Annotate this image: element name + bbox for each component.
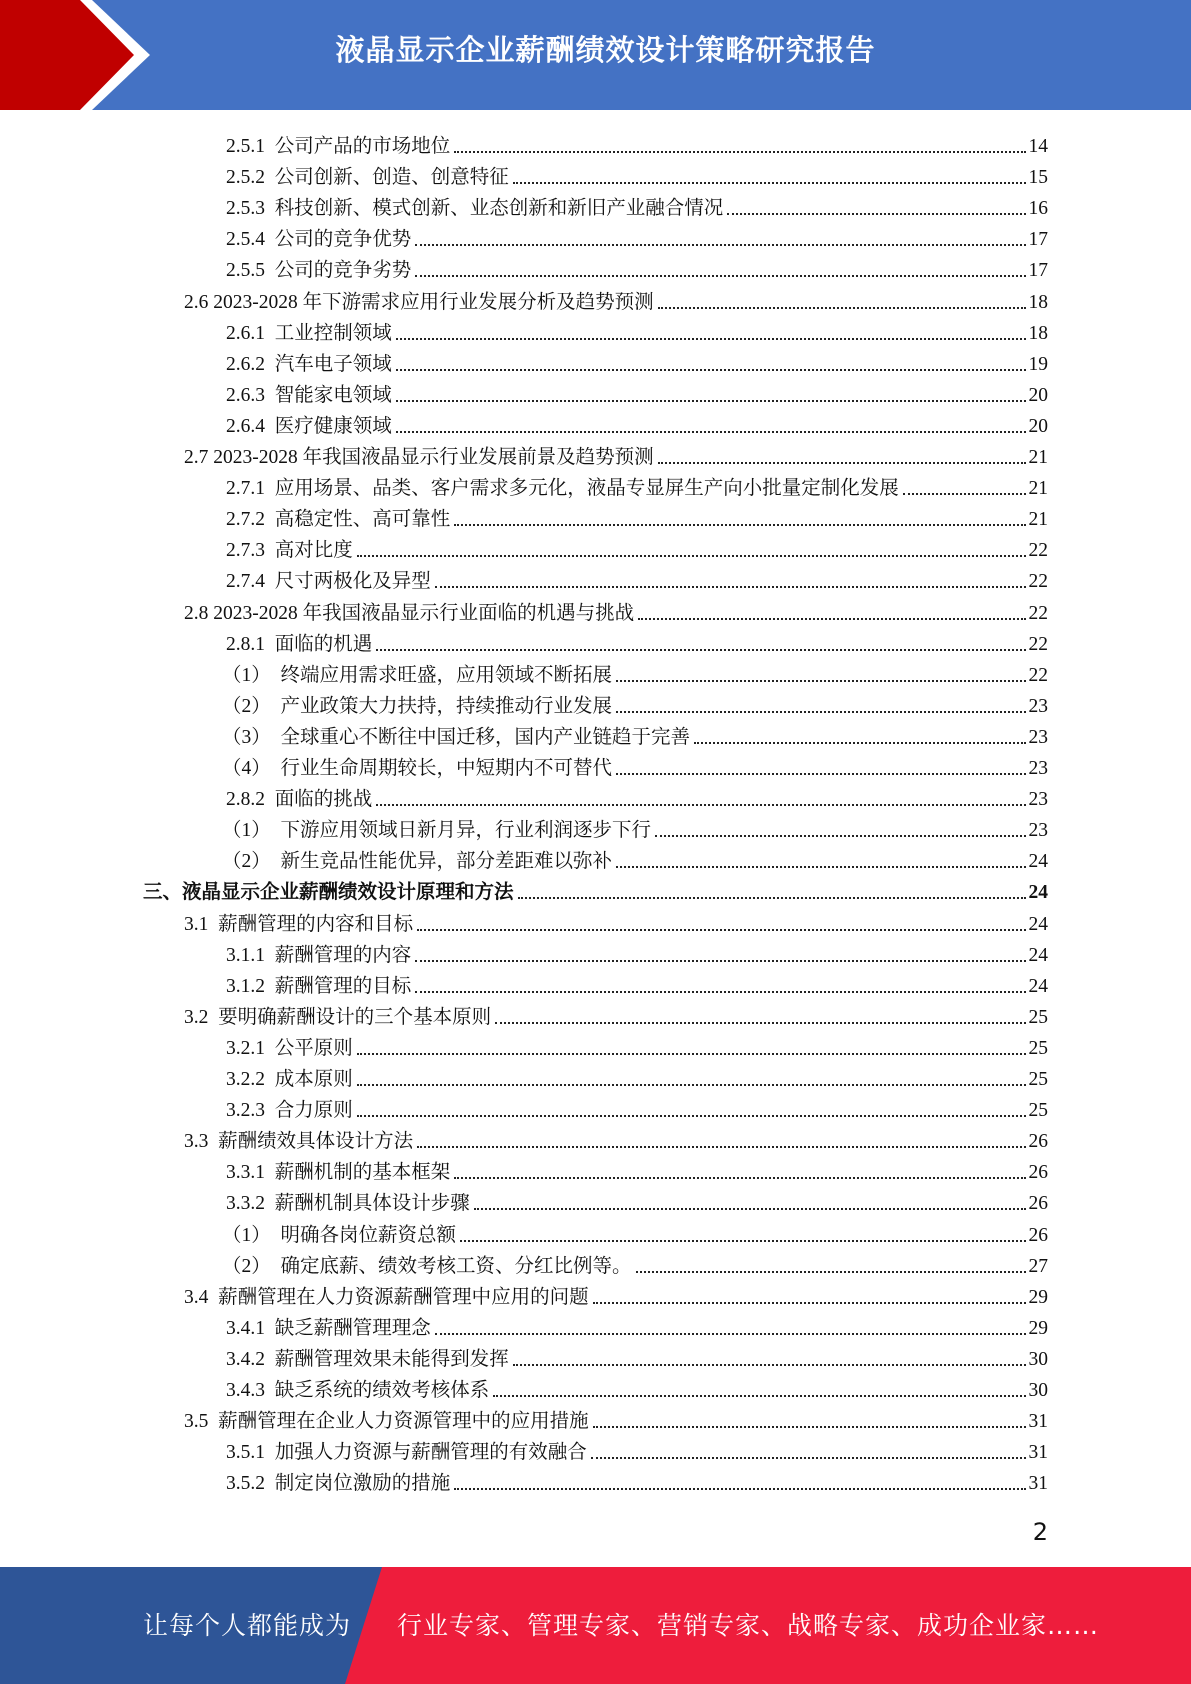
toc-entry-title: 科技创新、模式创新、业态创新和新旧产业融合情况 [274,198,724,220]
toc-entry-number: 3.5.2 [226,1473,265,1495]
toc-dot-leader [616,866,1025,868]
toc-dot-leader [518,897,1026,899]
toc-entry-title: 新生竞品性能优异，部分差距难以弥补 [280,851,613,873]
toc-dot-leader [616,680,1025,682]
toc-entry-number: （2） [222,695,271,717]
toc-entry-page: 31 [1028,1411,1048,1433]
toc-entry-page: 29 [1028,1286,1048,1308]
toc-entry-number: 2.8.2 [226,789,265,811]
toc-entry-number: 3.4.2 [226,1348,265,1370]
toc-entry[interactable] [226,346,1048,377]
toc-dot-leader [357,1084,1026,1086]
toc-entry-page: 29 [1028,1317,1048,1339]
toc-entry-title: 薪酬管理在人力资源薪酬管理中应用的问题 [218,1286,589,1308]
toc-entry-title: 面临的挑战 [274,789,373,811]
toc-entry-page: 17 [1028,260,1048,282]
toc-entry[interactable] [222,750,1048,781]
toc-entry-title: 行业生命周期较长，中短期内不可替代 [280,758,613,779]
toc-entry-title: 高稳定性、高可靠性 [274,509,451,531]
toc-entry-page: 26 [1028,1224,1048,1246]
toc-entry-title: 全球重心不断往中国迁移，国内产业链趋于完善 [280,726,691,748]
toc-entry-page: 30 [1028,1348,1048,1370]
toc-entry-number: 3.4.1 [226,1317,265,1339]
toc-dot-leader [655,835,1025,837]
toc-dot-leader [495,1022,1025,1024]
toc-dot-leader [376,804,1025,806]
toc-entry-page: 26 [1028,1193,1048,1215]
toc-entry-page: 23 [1028,758,1048,779]
toc-entry-title: 公司创新、创造、创意特征 [274,167,509,189]
toc-entry-number: （2） [222,851,271,873]
toc-entry-title: 2023-2028 年我国液晶显示行业面临的机遇与挑战 [213,602,635,624]
toc-entry-number: 3.1 [184,913,209,935]
toc-entry-page: 24 [1028,882,1048,904]
toc-entry[interactable] [226,315,1048,346]
toc-entry[interactable] [222,843,1048,874]
toc-entry-title: 制定岗位激励的措施 [274,1473,451,1495]
toc-entry-title: 加强人力资源与薪酬管理的有效融合 [274,1442,587,1464]
toc-entry-page: 24 [1028,913,1048,935]
toc-entry-page: 18 [1028,322,1048,344]
toc-entry-number: 3.3.1 [226,1162,265,1184]
toc-dot-leader [357,1115,1026,1117]
toc-entry[interactable] [184,595,1048,626]
toc-entry-title: 薪酬管理的内容 [274,944,412,966]
toc-entry-number: 2.6.1 [226,322,265,344]
toc-entry-page: 14 [1028,136,1048,157]
toc-entry-number: 3.2.2 [226,1069,265,1090]
toc-entry-page: 27 [1028,1255,1048,1277]
toc-entry[interactable] [226,532,1048,563]
toc-entry-page: 22 [1028,571,1048,593]
toc-dot-leader [435,586,1026,588]
footer-band [0,1567,1191,1684]
toc-entry-page: 23 [1028,820,1048,842]
toc-entry-title: 工业控制领域 [274,322,392,344]
toc-dot-leader [727,213,1025,215]
toc-entry-page: 21 [1028,447,1048,468]
toc-entry-title: 薪酬管理的目标 [274,975,412,997]
toc-entry-title: 成本原则 [274,1069,353,1090]
toc-dot-leader [513,1364,1026,1366]
toc-entry-page: 30 [1028,1380,1048,1401]
toc-entry-number: 2.5.1 [226,136,265,157]
toc-dot-leader [493,1395,1025,1397]
toc-entry-number: （1） [222,820,271,842]
toc-entry-page: 22 [1028,664,1048,686]
toc-entry[interactable] [226,159,1048,190]
toc-entry-page: 25 [1028,1069,1048,1090]
toc-entry-number: 2.5.5 [226,260,265,282]
toc-dot-leader [415,991,1025,993]
toc-dot-leader [636,1271,1026,1273]
toc-entry-title: 公司产品的市场地位 [274,136,451,157]
toc-dot-leader [593,1302,1026,1304]
toc-entry-title: 薪酬管理效果未能得到发挥 [274,1348,509,1370]
toc-entry-number: 3.5.1 [226,1442,265,1464]
toc-entry-number: 3.4 [184,1286,209,1308]
toc-entry[interactable] [226,937,1048,968]
toc-entry-title: 高对比度 [274,540,353,562]
toc-entry-title: 公司的竞争优势 [274,229,412,251]
toc-entry[interactable] [226,1154,1048,1185]
toc-entry-title: 薪酬机制的基本框架 [274,1162,451,1184]
toc-entry-title: 终端应用需求旺盛，应用领域不断拓展 [280,664,613,686]
toc-dot-leader [415,275,1025,277]
toc-dot-leader [357,1053,1026,1055]
toc-entry-page: 24 [1028,944,1048,966]
toc-entry-number: 3.2.1 [226,1037,265,1059]
toc-dot-leader [435,1333,1026,1335]
toc-entry[interactable] [226,563,1048,594]
toc-entry[interactable] [222,812,1048,843]
toc-entry-number: （3） [222,726,271,748]
toc-entry[interactable] [184,906,1048,937]
toc-entry-title: 尺寸两极化及异型 [274,571,431,593]
toc-entry[interactable] [226,1092,1048,1123]
toc-entry[interactable] [184,284,1048,315]
toc-entry[interactable] [222,1248,1048,1279]
toc-entry-number: 3.3 [184,1131,209,1153]
toc-dot-leader [474,1208,1026,1210]
toc-entry[interactable] [226,377,1048,408]
footer-slogan-right: 行业专家、管理专家、营销专家、战略专家、成功企业家…… [397,1611,1100,1640]
page-number: 2 [1032,1518,1048,1546]
toc-dot-leader [454,524,1025,526]
toc-entry-page: 23 [1028,789,1048,811]
toc-dot-leader [593,1426,1026,1428]
toc-dot-leader [396,369,1026,371]
header-band [0,0,1191,110]
toc-dot-leader [638,618,1025,620]
toc-entry-title: 薪酬绩效具体设计方法 [218,1131,414,1153]
toc-entry-page: 26 [1028,1162,1048,1184]
toc-entry-page: 24 [1028,975,1048,997]
toc-entry-number: 2.6.4 [226,415,265,437]
toc-entry-title: 产业政策大力扶持，持续推动行业发展 [280,695,613,717]
toc-entry-title: 缺乏系统的绩效考核体系 [274,1380,490,1401]
toc-entry-page: 21 [1028,509,1048,531]
toc-entry-page: 22 [1028,633,1048,655]
toc-dot-leader [658,307,1026,309]
toc-entry-title: 液晶显示企业薪酬绩效设计原理和方法 [182,882,514,904]
toc-dot-leader [417,929,1025,931]
toc-entry-page: 22 [1028,602,1048,624]
toc-entry-title: 薪酬机制具体设计步骤 [274,1193,470,1215]
toc-entry-title: 智能家电领域 [274,384,392,406]
toc-dot-leader [616,773,1025,775]
toc-entry-page: 31 [1028,1473,1048,1495]
toc-entry[interactable] [226,1030,1048,1061]
toc-entry-number: 2.7 [184,447,209,468]
toc-entry-page: 19 [1028,353,1048,375]
toc-entry-page: 18 [1028,291,1048,313]
toc-entry-number: 2.5.2 [226,167,265,189]
toc-entry-number: 3.3.2 [226,1193,265,1215]
toc-entry[interactable] [184,1279,1048,1310]
toc-entry-title: 薪酬管理的内容和目标 [218,913,414,935]
toc-entry-page: 31 [1028,1442,1048,1464]
toc-entry-page: 24 [1028,851,1048,873]
toc-entry-title: 2023-2028 年下游需求应用行业发展分析及趋势预测 [213,291,654,313]
toc-entry-page: 25 [1028,1006,1048,1028]
toc-entry-page: 21 [1028,478,1048,500]
toc-entry-number: 2.6 [184,291,209,313]
toc-entry[interactable] [226,221,1048,252]
toc-dot-leader [903,493,1026,495]
toc-entry[interactable] [222,1217,1048,1248]
toc-dot-leader [616,711,1025,713]
toc-entry-title: 面临的机遇 [274,633,373,655]
toc-dot-leader [396,338,1026,340]
toc-entry-number: 三、 [143,882,183,904]
toc-entry[interactable] [184,999,1048,1030]
toc-entry-title: 明确各岗位薪资总额 [280,1224,457,1246]
toc-entry-number: 3.2 [184,1006,209,1028]
toc-entry-number: 2.8 [184,602,209,624]
toc-entry-number: 2.8.1 [226,633,265,655]
toc-entry[interactable] [222,719,1048,750]
toc-entry[interactable] [226,1465,1048,1496]
toc-entry-page: 26 [1028,1131,1048,1153]
toc-entry-number: 2.7.3 [226,540,265,562]
toc-entry[interactable] [226,1061,1048,1092]
toc-entry[interactable] [226,1310,1048,1341]
toc-entry-page: 23 [1028,726,1048,748]
toc-entry-page: 22 [1028,540,1048,562]
toc-entry[interactable] [226,1434,1048,1465]
toc-entry-number: 3.4.3 [226,1380,265,1401]
toc-entry-title: 薪酬管理在企业人力资源管理中的应用措施 [218,1411,589,1433]
footer-slogan-left: 让每个人都能成为 [143,1611,352,1640]
toc-entry-page: 16 [1028,198,1048,220]
toc-entry-number: 2.5.3 [226,198,265,220]
toc-entry[interactable] [226,781,1048,812]
toc-entry[interactable] [222,657,1048,688]
toc-entry-page: 20 [1028,384,1048,406]
toc-entry-title: 下游应用领域日新月异，行业利润逐步下行 [280,820,652,842]
toc-entry-title: 2023-2028 年我国液晶显示行业发展前景及趋势预测 [213,447,654,468]
toc-entry-title: 要明确薪酬设计的三个基本原则 [218,1006,492,1028]
toc-dot-leader [357,555,1026,557]
toc-entry-page: 15 [1028,167,1048,189]
toc-entry[interactable] [143,874,1048,905]
toc-dot-leader [694,742,1025,744]
toc-entry[interactable] [226,252,1048,283]
toc-entry[interactable] [226,1185,1048,1216]
toc-entry-number: （4） [222,758,271,779]
toc-entry-title: 缺乏薪酬管理理念 [274,1317,431,1339]
toc-entry-page: 25 [1028,1037,1048,1059]
toc-entry-title: 汽车电子领域 [274,353,392,375]
toc-entry-title: 公平原则 [274,1037,353,1059]
toc-entry-title: 应用场景、品类、客户需求多元化，液晶专显屏生产向小批量定制化发展 [274,478,899,500]
toc-entry-number: 3.1.1 [226,944,265,966]
toc-dot-leader [396,431,1026,433]
toc-entry[interactable] [226,626,1048,657]
toc-entry-number: 2.6.2 [226,353,265,375]
document-title: 液晶显示企业薪酬绩效设计策略研究报告 [335,33,876,67]
toc-entry[interactable] [226,470,1048,501]
toc-entry-number: 2.7.4 [226,571,265,593]
toc-dot-leader [417,1146,1025,1148]
toc-dot-leader [591,1457,1026,1459]
toc-entry-number: 2.7.1 [226,478,265,500]
toc-entry[interactable] [226,968,1048,999]
toc-entry-number: 2.5.4 [226,229,265,251]
toc-dot-leader [415,960,1025,962]
toc-entry[interactable] [226,1341,1048,1372]
toc-entry[interactable] [226,1372,1048,1403]
toc-dot-leader [460,1240,1025,1242]
toc-entry-title: 公司的竞争劣势 [274,260,412,282]
toc-entry-number: 3.2.3 [226,1100,265,1122]
toc-entry-page: 17 [1028,229,1048,251]
toc-entry[interactable] [184,439,1048,470]
toc-entry[interactable] [226,501,1048,532]
toc-entry-number: （1） [222,1224,271,1246]
toc-entry-title: 医疗健康领域 [274,415,392,437]
toc-entry-title: 合力原则 [274,1100,353,1122]
toc-entry-page: 23 [1028,695,1048,717]
toc-entry-number: 3.5 [184,1411,209,1433]
toc-dot-leader [376,649,1025,651]
toc-entry[interactable] [226,190,1048,221]
toc-dot-leader [415,244,1025,246]
toc-entry[interactable] [222,688,1048,719]
toc-dot-leader [513,182,1026,184]
toc-entry-number: （1） [222,664,271,686]
toc-dot-leader [454,1488,1025,1490]
toc-entry-number: （2） [222,1255,271,1277]
toc-dot-leader [658,462,1026,464]
toc-dot-leader [454,1177,1025,1179]
toc-entry[interactable] [226,408,1048,439]
toc-dot-leader [396,400,1026,402]
toc-entry-title: 确定底薪、绩效考核工资、分红比例等。 [280,1255,632,1277]
toc-entry-page: 25 [1028,1100,1048,1122]
toc-dot-leader [454,151,1025,153]
toc-entry[interactable] [184,1123,1048,1154]
toc-entry[interactable] [226,128,1048,159]
toc-entry[interactable] [184,1403,1048,1434]
toc-entry-number: 2.6.3 [226,384,265,406]
toc-entry-number: 3.1.2 [226,975,265,997]
toc-entry-number: 2.7.2 [226,509,265,531]
toc-entry-page: 20 [1028,415,1048,437]
